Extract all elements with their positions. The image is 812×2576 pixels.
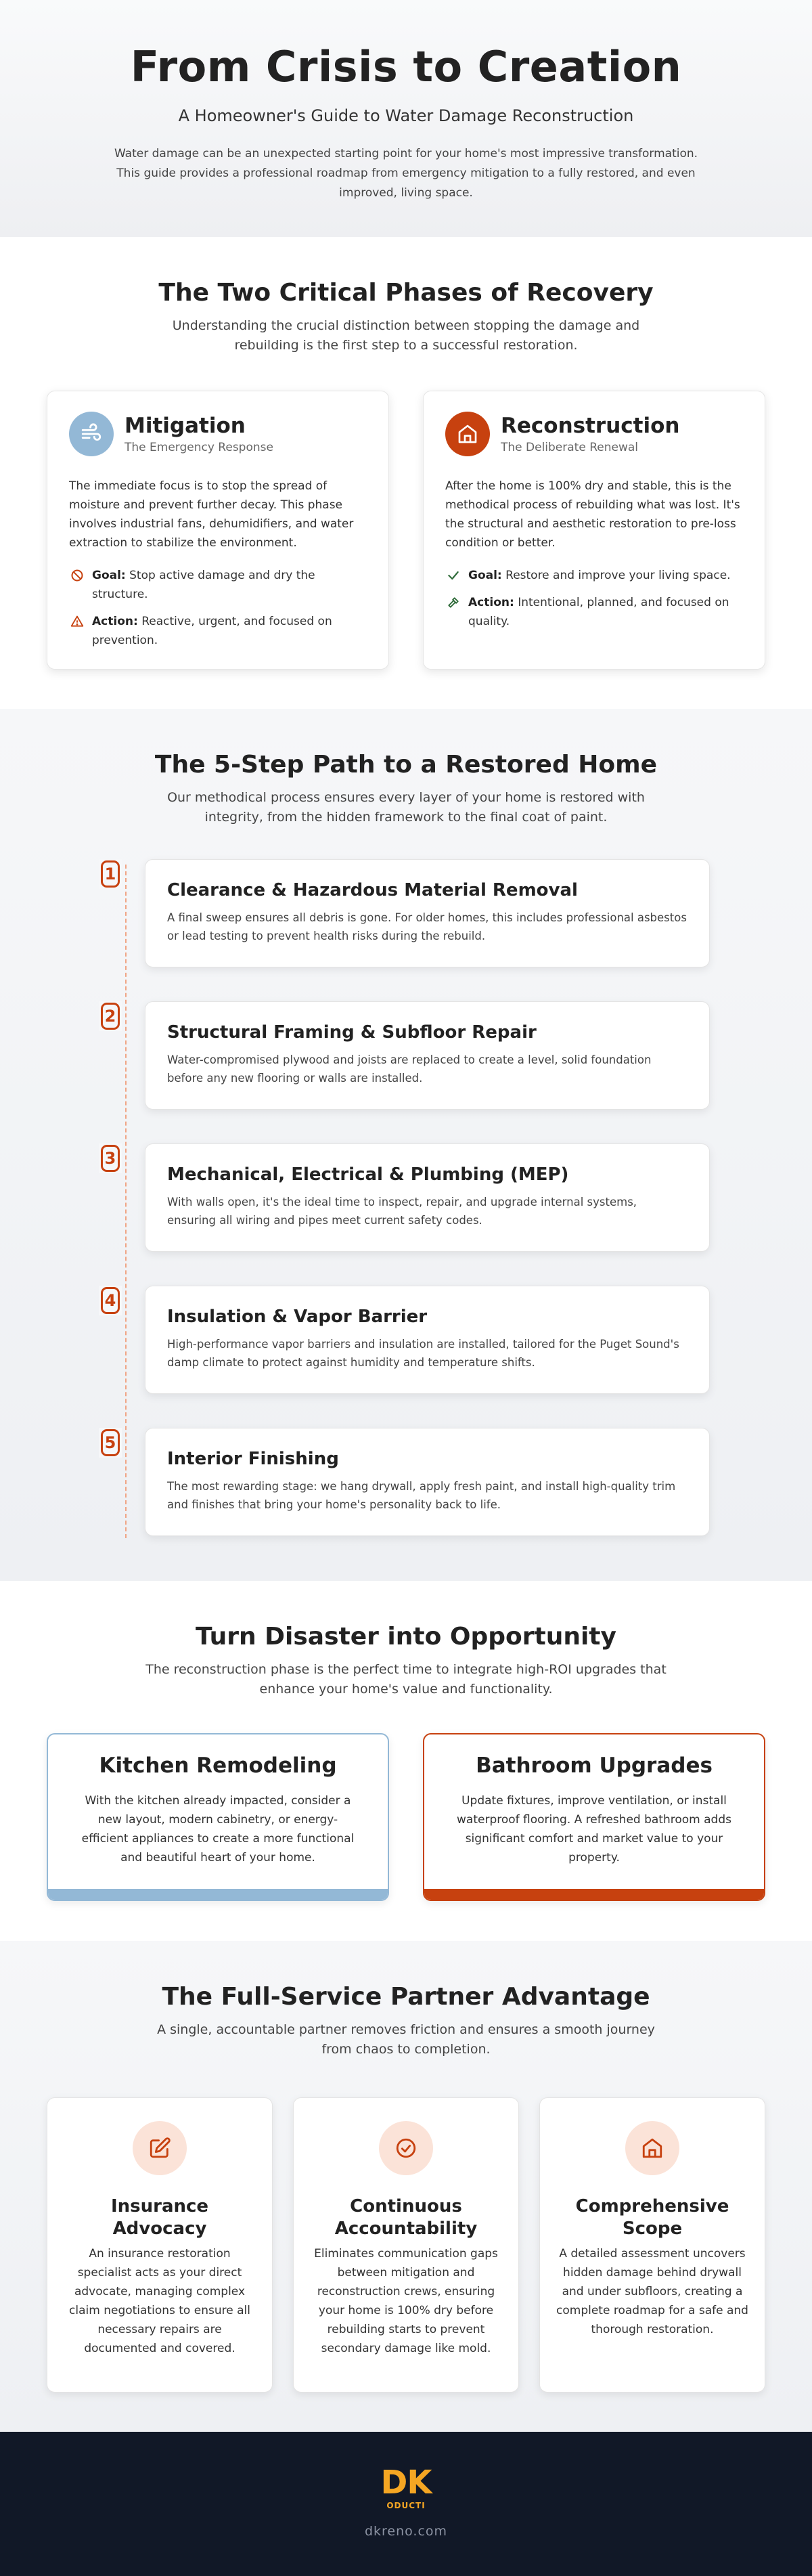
mitigation-action <box>69 612 367 650</box>
accountability-text: Eliminates communication gaps between mitigation and reconstruction crews, ensuring your home is 100% dry before rebuilding starts to prevent secondary damage like mold. <box>314 2247 498 2355</box>
footer-domain-link[interactable]: dkreno.com <box>364 2524 448 2539</box>
reconstruction-action-text: Intentional, planned, and focused on quality. <box>468 596 729 628</box>
intro-paragraph: Water damage can be an unexpected starting point for your home's most impressive transformation. This guide provides a professional roadmap from emergency mitigation to a fully restored, and even improved, living space. <box>114 147 698 200</box>
step-item <box>99 1286 710 1394</box>
steps-title: The 5-Step Path to a Restored Home <box>154 751 658 779</box>
partner-title: The Full-Service Partner Advantage <box>162 1983 650 2011</box>
reconstruction-action <box>445 593 743 631</box>
accountability-title: Continuous Accountability <box>334 2196 478 2239</box>
logo-subtext: ODUCTI <box>386 2501 426 2510</box>
mitigation-tag: The Emergency Response <box>125 441 273 454</box>
check-icon <box>445 566 461 585</box>
mitigation-card <box>47 391 389 670</box>
step-text: With walls open, it's the ideal time to inspect, repair, and upgrade internal systems, ensuring all wiring and pipes meet current safety codes. <box>167 1196 637 1227</box>
step-card <box>145 1428 710 1536</box>
steps-subtitle: Our methodical process ensures every layer of your home is restored with integrity, from the hidden framework to the final coat of paint. <box>167 790 645 825</box>
step-title: Mechanical, Electrical & Plumbing (MEP) <box>167 1164 569 1185</box>
warning-icon <box>69 612 85 631</box>
bathroom-title: Bathroom Upgrades <box>476 1753 713 1778</box>
hammer-icon <box>445 593 461 612</box>
step-card <box>145 1286 710 1394</box>
kitchen-accent-bar <box>48 1889 388 1900</box>
hero-section <box>0 0 812 237</box>
ban-icon <box>69 566 85 585</box>
step-number-badge: 2 <box>99 1001 122 1031</box>
step-item <box>99 1001 710 1110</box>
reconstruction-header <box>445 412 743 456</box>
phase-cards <box>47 391 765 670</box>
step-text: Water-compromised plywood and joists are replaced to create a level, solid foundation before any new flooring or walls are installed. <box>167 1053 652 1085</box>
kitchen-text: With the kitchen already impacted, consider a new layout, modern cabinetry, or energy-efficient appliances to create a more functional and beautiful heart of your home. <box>81 1794 355 1864</box>
step-text: High-performance vapor barriers and insulation are installed, tailored for the Puget Sound's damp climate to protect against humidity and temperature shifts. <box>167 1338 679 1369</box>
steps-section <box>0 709 812 1581</box>
step-number-badge: 3 <box>99 1143 122 1173</box>
opportunity-section <box>0 1581 812 1941</box>
kitchen-card <box>47 1733 389 1901</box>
opportunity-title: Turn Disaster into Opportunity <box>196 1623 616 1651</box>
phases-section <box>0 237 812 709</box>
reconstruction-goal <box>445 566 743 585</box>
insurance-advocacy-title: Insurance Advocacy <box>110 2196 209 2239</box>
house-icon <box>625 2121 679 2175</box>
comprehensive-scope-title: Comprehensive Scope <box>575 2196 729 2239</box>
phases-subtitle: Understanding the crucial distinction between stopping the damage and rebuilding is the first step to a successful restoration. <box>172 318 640 353</box>
reconstruction-action-label: Action: <box>468 596 514 609</box>
phases-title: The Two Critical Phases of Recovery <box>158 279 654 307</box>
edit-icon <box>133 2121 187 2175</box>
bathroom-accent-bar <box>424 1889 764 1900</box>
bathroom-card <box>423 1733 765 1901</box>
logo-letters: DK <box>380 2464 432 2502</box>
reconstruction-description: After the home is 100% dry and stable, this is the methodical process of rebuilding what was lost. It's the structural and aesthetic restoration to pre-loss condition or better. <box>445 479 740 550</box>
check-circle-icon <box>379 2121 433 2175</box>
partner-subtitle: A single, accountable partner removes friction and ensures a smooth journey from chaos to completion. <box>157 2022 655 2057</box>
kitchen-title: Kitchen Remodeling <box>99 1753 337 1778</box>
page-subtitle: A Homeowner's Guide to Water Damage Reconstruction <box>178 106 634 125</box>
opportunity-cards <box>47 1733 765 1901</box>
accountability-card <box>293 2097 519 2393</box>
reconstruction-goal-label: Goal: <box>468 569 502 582</box>
reconstruction-goal-text: Restore and improve your living space. <box>505 569 731 582</box>
step-item <box>99 1428 710 1536</box>
company-logo[interactable] <box>376 2464 436 2513</box>
step-number-badge: 1 <box>99 859 122 889</box>
step-item <box>99 1143 710 1252</box>
fan-icon <box>69 412 114 456</box>
mitigation-description: The immediate focus is to stop the spread of moisture and prevent further decay. This phase involves industrial fans, dehumidifiers, and water extraction to stabilize the environment. <box>69 479 354 550</box>
footer <box>0 2432 812 2576</box>
reconstruction-title: Reconstruction <box>501 414 680 438</box>
step-title: Interior Finishing <box>167 1449 339 1469</box>
step-text: A final sweep ensures all debris is gone. For older homes, this includes professional asbestos or lead testing to prevent health risks during the rebuild. <box>167 911 687 942</box>
reconstruction-tag: The Deliberate Renewal <box>501 441 638 454</box>
partner-section <box>0 1941 812 2432</box>
mitigation-goal <box>69 566 367 604</box>
mitigation-goal-text: Stop active damage and dry the structure. <box>92 569 315 601</box>
mitigation-title: Mitigation <box>125 414 246 438</box>
comprehensive-scope-text: A detailed assessment uncovers hidden damage behind drywall and under subfloors, creating a complete roadmap for a safe and thorough restoration. <box>556 2247 748 2336</box>
comprehensive-scope-card <box>539 2097 765 2393</box>
insurance-advocacy-text: An insurance restoration specialist acts as your direct advocate, managing complex claim negotiations to ensure all necessary repairs are documented and covered. <box>69 2247 250 2355</box>
mitigation-action-text: Reactive, urgent, and focused on prevention. <box>92 615 332 647</box>
step-number-badge: 5 <box>99 1428 122 1458</box>
step-title: Clearance & Hazardous Material Removal <box>167 880 578 900</box>
step-item <box>99 859 710 967</box>
partner-cards <box>47 2097 765 2393</box>
step-card <box>145 859 710 967</box>
mitigation-action-label: Action: <box>92 615 138 628</box>
mitigation-header <box>69 412 367 456</box>
step-card <box>145 1001 710 1110</box>
step-title: Structural Framing & Subfloor Repair <box>167 1022 537 1043</box>
mitigation-goal-label: Goal: <box>92 569 126 582</box>
step-card <box>145 1143 710 1252</box>
step-title: Insulation & Vapor Barrier <box>167 1307 428 1327</box>
step-number-badge: 4 <box>99 1286 122 1315</box>
step-text: The most rewarding stage: we hang drywall, apply fresh paint, and install high-quality trim and finishes that bring your home's personality back to life. <box>167 1480 676 1511</box>
house-icon <box>445 412 490 456</box>
page-title: From Crisis to Creation <box>130 42 682 91</box>
bathroom-text: Update fixtures, improve ventilation, or install waterproof flooring. A refreshed bathroom adds significant comfort and market value to your property. <box>457 1794 731 1864</box>
reconstruction-card <box>423 391 765 670</box>
insurance-advocacy-card <box>47 2097 273 2393</box>
opportunity-subtitle: The reconstruction phase is the perfect time to integrate high-ROI upgrades that enhance your home's value and functionality. <box>145 1662 667 1697</box>
